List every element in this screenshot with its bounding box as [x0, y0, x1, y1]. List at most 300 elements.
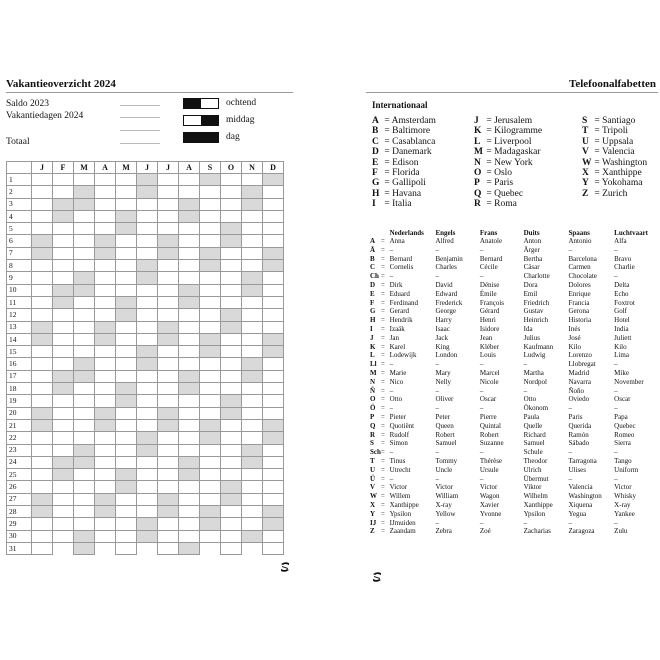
day-cell[interactable]	[32, 419, 53, 431]
day-cell[interactable]	[200, 432, 221, 444]
day-cell[interactable]	[137, 481, 158, 493]
day-cell[interactable]	[242, 272, 263, 284]
day-cell[interactable]	[116, 518, 137, 530]
day-cell[interactable]	[95, 481, 116, 493]
day-cell[interactable]	[74, 272, 95, 284]
day-cell[interactable]	[200, 174, 221, 186]
day-cell[interactable]	[200, 493, 221, 505]
day-cell[interactable]	[137, 223, 158, 235]
day-cell[interactable]	[95, 174, 116, 186]
day-cell[interactable]	[53, 223, 74, 235]
day-cell[interactable]	[95, 444, 116, 456]
day-cell[interactable]	[95, 358, 116, 370]
day-cell[interactable]	[200, 530, 221, 542]
day-cell[interactable]	[53, 309, 74, 321]
day-cell[interactable]	[137, 247, 158, 259]
day-cell[interactable]	[263, 333, 284, 345]
day-cell[interactable]	[74, 284, 95, 296]
day-cell[interactable]	[53, 383, 74, 395]
day-cell[interactable]	[116, 456, 137, 468]
day-cell[interactable]	[53, 333, 74, 345]
day-cell[interactable]	[179, 346, 200, 358]
day-cell[interactable]	[74, 481, 95, 493]
day-cell[interactable]	[95, 419, 116, 431]
day-cell[interactable]	[221, 321, 242, 333]
day-cell[interactable]	[242, 469, 263, 481]
day-cell[interactable]	[158, 530, 179, 542]
day-cell[interactable]	[221, 346, 242, 358]
day-cell[interactable]	[200, 309, 221, 321]
day-cell[interactable]	[200, 272, 221, 284]
day-cell[interactable]	[263, 444, 284, 456]
day-cell[interactable]	[200, 223, 221, 235]
day-cell[interactable]	[179, 296, 200, 308]
day-cell[interactable]	[32, 395, 53, 407]
day-cell[interactable]	[158, 346, 179, 358]
day-cell[interactable]	[32, 174, 53, 186]
day-cell[interactable]	[242, 419, 263, 431]
day-cell[interactable]	[95, 235, 116, 247]
day-cell[interactable]	[221, 469, 242, 481]
day-cell[interactable]	[242, 235, 263, 247]
day-cell[interactable]	[242, 210, 263, 222]
day-cell[interactable]	[221, 542, 242, 554]
day-cell[interactable]	[200, 296, 221, 308]
day-cell[interactable]	[137, 407, 158, 419]
day-cell[interactable]	[95, 260, 116, 272]
day-cell[interactable]	[137, 321, 158, 333]
day-cell[interactable]	[179, 260, 200, 272]
day-cell[interactable]	[263, 395, 284, 407]
day-cell[interactable]	[221, 395, 242, 407]
day-cell[interactable]	[74, 358, 95, 370]
day-cell[interactable]	[263, 284, 284, 296]
day-cell[interactable]	[53, 260, 74, 272]
day-cell[interactable]	[242, 493, 263, 505]
day-cell[interactable]	[95, 284, 116, 296]
day-cell[interactable]	[263, 469, 284, 481]
day-cell[interactable]	[242, 260, 263, 272]
day-cell[interactable]	[53, 469, 74, 481]
day-cell[interactable]	[32, 530, 53, 542]
day-cell[interactable]	[137, 383, 158, 395]
day-cell[interactable]	[32, 542, 53, 554]
day-cell[interactable]	[74, 186, 95, 198]
day-cell[interactable]	[137, 432, 158, 444]
day-cell[interactable]	[95, 321, 116, 333]
day-cell[interactable]	[95, 370, 116, 382]
day-cell[interactable]	[53, 419, 74, 431]
day-cell[interactable]	[158, 309, 179, 321]
day-cell[interactable]	[53, 296, 74, 308]
day-cell[interactable]	[137, 456, 158, 468]
day-cell[interactable]	[116, 395, 137, 407]
day-cell[interactable]	[95, 518, 116, 530]
day-cell[interactable]	[116, 346, 137, 358]
day-cell[interactable]	[263, 383, 284, 395]
day-cell[interactable]	[116, 272, 137, 284]
day-cell[interactable]	[32, 321, 53, 333]
day-cell[interactable]	[116, 260, 137, 272]
day-cell[interactable]	[95, 469, 116, 481]
day-cell[interactable]	[74, 383, 95, 395]
day-cell[interactable]	[95, 272, 116, 284]
day-cell[interactable]	[221, 481, 242, 493]
day-cell[interactable]	[32, 469, 53, 481]
day-cell[interactable]	[95, 247, 116, 259]
day-cell[interactable]	[95, 456, 116, 468]
day-cell[interactable]	[242, 296, 263, 308]
day-cell[interactable]	[74, 346, 95, 358]
day-cell[interactable]	[137, 260, 158, 272]
day-cell[interactable]	[74, 321, 95, 333]
day-cell[interactable]	[221, 518, 242, 530]
day-cell[interactable]	[32, 186, 53, 198]
day-cell[interactable]	[221, 186, 242, 198]
day-cell[interactable]	[200, 419, 221, 431]
day-cell[interactable]	[158, 456, 179, 468]
day-cell[interactable]	[263, 272, 284, 284]
day-cell[interactable]	[137, 284, 158, 296]
day-cell[interactable]	[242, 333, 263, 345]
day-cell[interactable]	[263, 296, 284, 308]
saldo-field[interactable]	[120, 105, 160, 106]
day-cell[interactable]	[221, 456, 242, 468]
day-cell[interactable]	[53, 210, 74, 222]
day-cell[interactable]	[242, 186, 263, 198]
day-cell[interactable]	[263, 530, 284, 542]
day-cell[interactable]	[242, 284, 263, 296]
day-cell[interactable]	[53, 506, 74, 518]
day-cell[interactable]	[263, 493, 284, 505]
day-cell[interactable]	[242, 456, 263, 468]
day-cell[interactable]	[137, 186, 158, 198]
day-cell[interactable]	[263, 210, 284, 222]
day-cell[interactable]	[137, 198, 158, 210]
day-cell[interactable]	[221, 284, 242, 296]
day-cell[interactable]	[158, 506, 179, 518]
day-cell[interactable]	[32, 235, 53, 247]
day-cell[interactable]	[242, 358, 263, 370]
day-cell[interactable]	[200, 383, 221, 395]
day-cell[interactable]	[116, 321, 137, 333]
day-cell[interactable]	[158, 518, 179, 530]
day-cell[interactable]	[179, 444, 200, 456]
day-cell[interactable]	[158, 383, 179, 395]
day-cell[interactable]	[179, 370, 200, 382]
day-cell[interactable]	[74, 235, 95, 247]
day-cell[interactable]	[53, 235, 74, 247]
day-cell[interactable]	[53, 456, 74, 468]
day-cell[interactable]	[116, 174, 137, 186]
day-cell[interactable]	[263, 321, 284, 333]
day-cell[interactable]	[53, 247, 74, 259]
day-cell[interactable]	[242, 407, 263, 419]
day-cell[interactable]	[53, 198, 74, 210]
day-cell[interactable]	[179, 186, 200, 198]
day-cell[interactable]	[221, 444, 242, 456]
day-cell[interactable]	[74, 432, 95, 444]
day-cell[interactable]	[74, 296, 95, 308]
day-cell[interactable]	[137, 272, 158, 284]
day-cell[interactable]	[32, 296, 53, 308]
day-cell[interactable]	[158, 370, 179, 382]
day-cell[interactable]	[116, 370, 137, 382]
day-cell[interactable]	[137, 174, 158, 186]
day-cell[interactable]	[242, 530, 263, 542]
day-cell[interactable]	[200, 506, 221, 518]
day-cell[interactable]	[32, 284, 53, 296]
day-cell[interactable]	[200, 198, 221, 210]
day-cell[interactable]	[200, 284, 221, 296]
day-cell[interactable]	[32, 456, 53, 468]
day-cell[interactable]	[53, 186, 74, 198]
day-cell[interactable]	[242, 383, 263, 395]
day-cell[interactable]	[32, 198, 53, 210]
day-cell[interactable]	[242, 309, 263, 321]
day-cell[interactable]	[158, 198, 179, 210]
day-cell[interactable]	[221, 419, 242, 431]
day-cell[interactable]	[200, 321, 221, 333]
day-cell[interactable]	[242, 444, 263, 456]
day-cell[interactable]	[242, 198, 263, 210]
day-cell[interactable]	[95, 309, 116, 321]
day-cell[interactable]	[116, 542, 137, 554]
day-cell[interactable]	[158, 321, 179, 333]
day-cell[interactable]	[74, 309, 95, 321]
day-cell[interactable]	[137, 210, 158, 222]
day-cell[interactable]	[242, 518, 263, 530]
day-cell[interactable]	[158, 419, 179, 431]
day-cell[interactable]	[74, 174, 95, 186]
day-cell[interactable]	[137, 358, 158, 370]
day-cell[interactable]	[158, 358, 179, 370]
day-cell[interactable]	[179, 247, 200, 259]
day-cell[interactable]	[242, 321, 263, 333]
day-cell[interactable]	[221, 235, 242, 247]
day-cell[interactable]	[53, 174, 74, 186]
day-cell[interactable]	[158, 186, 179, 198]
day-cell[interactable]	[74, 260, 95, 272]
day-cell[interactable]	[242, 432, 263, 444]
day-cell[interactable]	[242, 247, 263, 259]
day-cell[interactable]	[32, 333, 53, 345]
day-cell[interactable]	[53, 395, 74, 407]
day-cell[interactable]	[32, 407, 53, 419]
day-cell[interactable]	[200, 333, 221, 345]
day-cell[interactable]	[137, 506, 158, 518]
day-cell[interactable]	[263, 518, 284, 530]
day-cell[interactable]	[95, 493, 116, 505]
day-cell[interactable]	[179, 407, 200, 419]
day-cell[interactable]	[74, 518, 95, 530]
day-cell[interactable]	[137, 309, 158, 321]
day-cell[interactable]	[32, 370, 53, 382]
day-cell[interactable]	[53, 346, 74, 358]
day-cell[interactable]	[263, 174, 284, 186]
day-cell[interactable]	[95, 530, 116, 542]
day-cell[interactable]	[263, 309, 284, 321]
day-cell[interactable]	[221, 506, 242, 518]
day-cell[interactable]	[116, 444, 137, 456]
day-cell[interactable]	[32, 518, 53, 530]
day-cell[interactable]	[242, 346, 263, 358]
day-cell[interactable]	[200, 358, 221, 370]
day-cell[interactable]	[32, 272, 53, 284]
day-cell[interactable]	[221, 260, 242, 272]
day-cell[interactable]	[53, 518, 74, 530]
day-cell[interactable]	[116, 223, 137, 235]
totaal-field[interactable]	[120, 143, 160, 144]
day-cell[interactable]	[200, 481, 221, 493]
day-cell[interactable]	[179, 309, 200, 321]
day-cell[interactable]	[95, 223, 116, 235]
day-cell[interactable]	[263, 358, 284, 370]
day-cell[interactable]	[263, 432, 284, 444]
day-cell[interactable]	[179, 235, 200, 247]
day-cell[interactable]	[74, 506, 95, 518]
day-cell[interactable]	[32, 358, 53, 370]
day-cell[interactable]	[137, 419, 158, 431]
day-cell[interactable]	[137, 346, 158, 358]
day-cell[interactable]	[263, 260, 284, 272]
day-cell[interactable]	[221, 272, 242, 284]
day-cell[interactable]	[179, 395, 200, 407]
day-cell[interactable]	[221, 333, 242, 345]
day-cell[interactable]	[263, 506, 284, 518]
day-cell[interactable]	[263, 370, 284, 382]
day-cell[interactable]	[158, 247, 179, 259]
day-cell[interactable]	[116, 198, 137, 210]
day-cell[interactable]	[137, 493, 158, 505]
day-cell[interactable]	[74, 370, 95, 382]
day-cell[interactable]	[158, 284, 179, 296]
day-cell[interactable]	[242, 223, 263, 235]
day-cell[interactable]	[179, 469, 200, 481]
day-cell[interactable]	[221, 174, 242, 186]
day-cell[interactable]	[116, 247, 137, 259]
day-cell[interactable]	[137, 395, 158, 407]
day-cell[interactable]	[53, 370, 74, 382]
day-cell[interactable]	[200, 456, 221, 468]
day-cell[interactable]	[53, 493, 74, 505]
day-cell[interactable]	[95, 333, 116, 345]
day-cell[interactable]	[116, 284, 137, 296]
day-cell[interactable]	[242, 481, 263, 493]
day-cell[interactable]	[179, 518, 200, 530]
day-cell[interactable]	[158, 260, 179, 272]
day-cell[interactable]	[158, 174, 179, 186]
day-cell[interactable]	[32, 493, 53, 505]
day-cell[interactable]	[74, 223, 95, 235]
day-cell[interactable]	[179, 419, 200, 431]
day-cell[interactable]	[53, 407, 74, 419]
day-cell[interactable]	[158, 469, 179, 481]
day-cell[interactable]	[137, 518, 158, 530]
day-cell[interactable]	[32, 346, 53, 358]
day-cell[interactable]	[32, 432, 53, 444]
day-cell[interactable]	[74, 444, 95, 456]
day-cell[interactable]	[116, 210, 137, 222]
day-cell[interactable]	[137, 333, 158, 345]
day-cell[interactable]	[179, 284, 200, 296]
day-cell[interactable]	[137, 530, 158, 542]
day-cell[interactable]	[116, 383, 137, 395]
day-cell[interactable]	[74, 542, 95, 554]
day-cell[interactable]	[53, 358, 74, 370]
day-cell[interactable]	[53, 444, 74, 456]
day-cell[interactable]	[221, 432, 242, 444]
day-cell[interactable]	[242, 395, 263, 407]
day-cell[interactable]	[179, 481, 200, 493]
day-cell[interactable]	[200, 407, 221, 419]
day-cell[interactable]	[158, 407, 179, 419]
day-cell[interactable]	[179, 223, 200, 235]
day-cell[interactable]	[263, 235, 284, 247]
day-cell[interactable]	[116, 309, 137, 321]
day-cell[interactable]	[200, 370, 221, 382]
day-cell[interactable]	[179, 542, 200, 554]
day-cell[interactable]	[116, 530, 137, 542]
day-cell[interactable]	[200, 260, 221, 272]
day-cell[interactable]	[116, 235, 137, 247]
day-cell[interactable]	[158, 395, 179, 407]
day-cell[interactable]	[158, 542, 179, 554]
day-cell[interactable]	[116, 333, 137, 345]
day-cell[interactable]	[74, 407, 95, 419]
day-cell[interactable]	[95, 432, 116, 444]
day-cell[interactable]	[74, 333, 95, 345]
day-cell[interactable]	[242, 370, 263, 382]
day-cell[interactable]	[74, 210, 95, 222]
day-cell[interactable]	[263, 198, 284, 210]
day-cell[interactable]	[200, 469, 221, 481]
day-cell[interactable]	[116, 358, 137, 370]
day-cell[interactable]	[95, 506, 116, 518]
day-cell[interactable]	[263, 346, 284, 358]
day-cell[interactable]	[221, 198, 242, 210]
day-cell[interactable]	[179, 321, 200, 333]
day-cell[interactable]	[32, 247, 53, 259]
day-cell[interactable]	[32, 383, 53, 395]
day-cell[interactable]	[200, 444, 221, 456]
day-cell[interactable]	[116, 296, 137, 308]
day-cell[interactable]	[158, 223, 179, 235]
day-cell[interactable]	[74, 493, 95, 505]
day-cell[interactable]	[74, 456, 95, 468]
day-cell[interactable]	[179, 506, 200, 518]
day-cell[interactable]	[179, 174, 200, 186]
day-cell[interactable]	[95, 186, 116, 198]
day-cell[interactable]	[179, 432, 200, 444]
day-cell[interactable]	[116, 469, 137, 481]
day-cell[interactable]	[32, 506, 53, 518]
day-cell[interactable]	[137, 296, 158, 308]
day-cell[interactable]	[200, 186, 221, 198]
day-cell[interactable]	[137, 370, 158, 382]
day-cell[interactable]	[200, 395, 221, 407]
day-cell[interactable]	[179, 358, 200, 370]
day-cell[interactable]	[221, 210, 242, 222]
day-cell[interactable]	[158, 235, 179, 247]
day-cell[interactable]	[74, 530, 95, 542]
day-cell[interactable]	[158, 444, 179, 456]
day-cell[interactable]	[263, 407, 284, 419]
day-cell[interactable]	[116, 419, 137, 431]
day-cell[interactable]	[116, 506, 137, 518]
day-cell[interactable]	[32, 309, 53, 321]
day-cell[interactable]	[242, 174, 263, 186]
